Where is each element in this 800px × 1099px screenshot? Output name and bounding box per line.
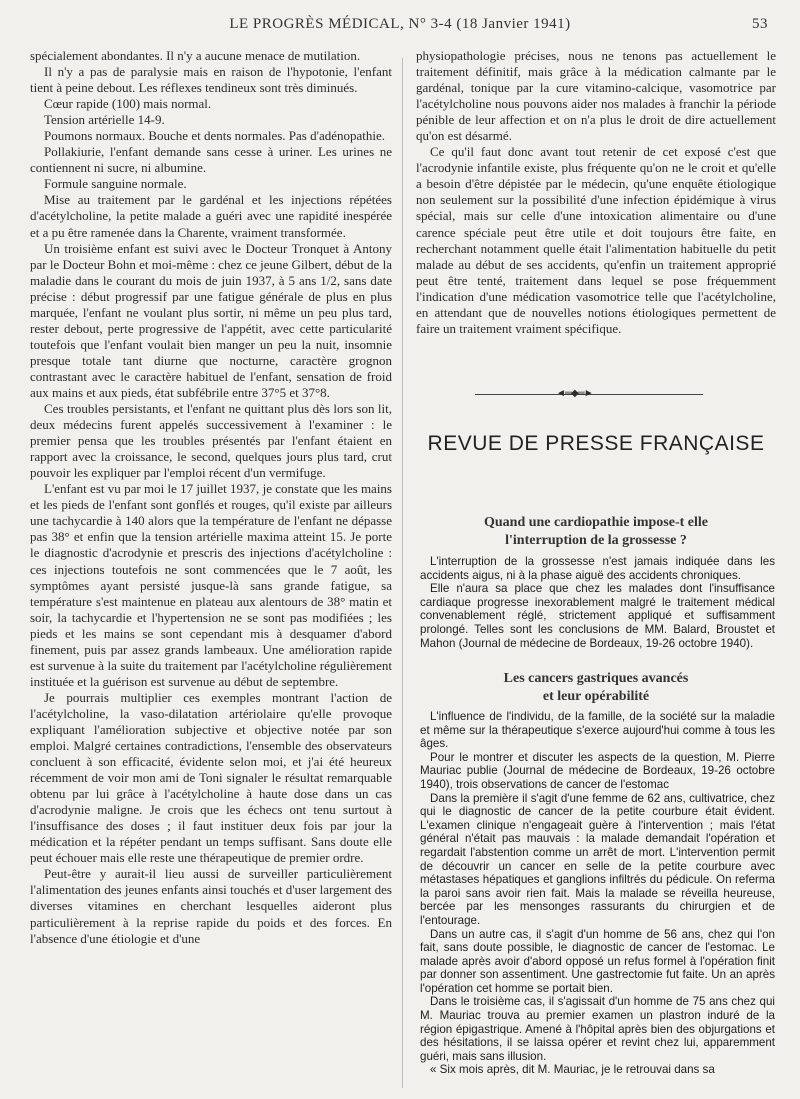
article1-title-line1: Quand une cardiopathie impose-t elle — [483, 515, 708, 530]
page-number: 53 — [752, 16, 768, 32]
left-column-paragraph: Tension artérielle 14-9. — [44, 112, 165, 128]
running-title: LE PROGRÈS MÉDICAL, N° 3-4 (18 Janvier 1941) — [229, 16, 571, 32]
article2-body — [420, 710, 775, 1077]
left-column-paragraph: Un troisième enfant est suivi avec le Docteur Tronquet à Antony par le Docteur Bohn et moi-même : chez ce jeune Gilbert, début de la maladie dans le courant du mois de juin 1937, à 5 ans 1/2, sans date précise : début progressif par une fatigue générale de plus en plus marquée, l'enfant ne voulant plus sortir, ni même un peu plus tard, rester debout, perte progressive de l'appétit, avec cette particularité toutefois que l'enfant voulait bien manger un peu la nuit, insomnie presque totale tant diurne que nocturne, caractère grognon contrastant avec le caractère habituel de l'enfant, sensation de froid aux mains et aux pieds, état subfébrile entre 37°5 et 37°8. — [30, 240, 392, 400]
article2-paragraph: L'influence de l'individu, de la famille, de la société sur la maladie et même sur la thérapeutique s'exerce aujourd'hui comme à tous les âges. — [420, 710, 775, 751]
article2-title — [416, 670, 776, 706]
right-column-paragraph: physiopathologie précises, nous ne tenons pas actuellement le traitement définitif, mais grâce à la médication calmante par le gardénal, tonique par la cure vitamino-calcique, vasomotrice par l'acétylcholine nous pouvons aider nos malades à franchir la période pénible de leur affection et on n'a plus le droit de dire actuellement qu'on est désarmé. — [416, 48, 776, 144]
column-divider — [402, 58, 403, 1088]
article2-paragraph: Pour le montrer et discuter les aspects de la question, M. Pierre Mauriac publie (Journal de médecine de Bordeaux, 19-26 octobre 1940), trois observations de cancer de l'estomac — [420, 750, 775, 791]
article2-paragraph: Dans la première il s'agit d'une femme de 62 ans, cultivatrice, chez qui le diagnostic de cancer de la petite courbure était évident. L'examen clinique n'engageait guère à l'intervention ; mais l'état général n'était pas mauvais : la malade demandait l'opération et regardait l'abstention comme un arrêt de mort. L'intervention permit de découvrir un cancer en selle de la petite courbure avec métastases hépatiques et ganglions infiltrés du pédicule. On referma la paroi sans avoir rien fait. Mais la malade se réveilla heureuse, bercée par les mensonges rassurants du chirurgien et de l'entourage. — [420, 791, 775, 927]
article2-paragraph: Dans un autre cas, il s'agit d'un homme de 56 ans, chez qui l'on fait, sans doute possible, le diagnostic de cancer de l'estomac. Le malade après avoir d'abord opposé un refus formel à l'opération finit par donner son assentiment. Une gastrectomie fut faite. Un an après l'opération cet homme se portait bien. — [420, 927, 775, 995]
left-column-paragraph: Ces troubles persistants, et l'enfant ne quittant plus dès lors son lit, deux médecins furent appelés successivement à l'examiner : le premier pensa que les troubles présentés par l'enfant étaient en rapport avec la croissance, le second, quelques jours plus tard, crut pouvoir les expliquer par l'emploi récent d'un vermifuge. — [30, 401, 392, 481]
page-header — [28, 16, 772, 40]
left-column-paragraph: Cœur rapide (100) mais normal. — [44, 96, 212, 112]
separator-ornament: ◄═◆═► — [556, 388, 593, 399]
left-column-paragraph: L'enfant est vu par moi le 17 juillet 1937, je constate que les mains et les pieds de l'enfant sont gonflés et rouges, qu'il existe par ailleurs une tachycardie à 140 alors que la température de l'enfant ne dépasse pas 38° et enfin que la tension artérielle maxima atteint 15. Je porte le diagnostic d'acrodynie et prescris des injections d'acétylcholine : ces injections toutefois ne sont commencées que le 7 août, les symptômes ayant persisté jusque-là sans grande fatigue, sa température s'est maintenue en plateau aux alentours de 38° matin et soir, la tachycardie et l'hypertension ne se sont pas modifiées ; les pieds et les mains se sont cependant mis à desquamer d'abord finement, puis par assez grands lambeaux. Une amélioration rapide est survenue à la suite du traitement par l'acétylcholine régulièrement instituée et la guérison est survenue au début de septembre. — [30, 481, 392, 689]
article2-title-line1: Les cancers gastriques avancés — [503, 671, 689, 686]
left-column-paragraph: spécialement abondantes. Il n'y a aucune menace de mutilation. — [30, 48, 361, 63]
right-column-top — [416, 48, 776, 337]
article2-paragraph: « Six mois après, dit M. Mauriac, je le retrouvai dans sa — [430, 1063, 715, 1077]
article1-paragraph: L'interruption de la grossesse n'est jamais indiquée dans les accidents aigus, ni à la phase aiguë des accidents chroniques. — [420, 555, 775, 582]
left-column — [30, 48, 392, 947]
left-column-paragraph: Poumons normaux. Bouche et dents normales. Pas d'adénopathie. — [44, 128, 386, 144]
article2-title-line2: et leur opérabilité — [542, 689, 650, 704]
article1-title-line2: l'interruption de la grossesse ? — [505, 533, 687, 548]
right-column-paragraph: Ce qu'il faut donc avant tout retenir de cet exposé c'est que l'acrodynie infantile existe, plus fréquente qu'on ne le croit et qu'elle a besoin d'être dépistée par le médecin, qu'une enquête étiologique non seulement sur la possibilité d'une infection épidémique à virus spécial, mais sur celle d'une intoxication alimentaire ou d'une carence spéciale peut être utile et doit toujours être faite, en recherchant notamment quelle était l'alimentation habituelle du petit malade au début de ses accidents, qu'enfin un traitement approprié peut être tenté, traitement dans lequel se pose fréquemment l'indication d'une médication vasomotrice telle que l'acétylcholine, en attendant que de nouvelles notions étiologiques permettent de faire un traitement vraiment spécifique. — [416, 144, 776, 336]
left-column-paragraph: Pollakiurie, l'enfant demande sans cesse à uriner. Les urines ne contiennent ni sucre, ni albumine. — [30, 144, 392, 176]
article1-paragraph: Elle n'aura sa place que chez les malades dont l'insuffisance cardiaque progresse inexorablement malgré le traitement médical convenablement réglé, strictement appliqué et suffisamment prolongé. Telles sont les conclusions de MM. Balard, Broustet et Mahon (Journal de médecine de Bordeaux, 19-26 octobre 1940). — [420, 582, 775, 650]
left-column-paragraph: Mise au traitement par le gardénal et les injections répétées d'acétylcholine, la petite malade a guéri avec une rapidité inespérée et a pu être ramenée dans la Charente, vraiment transformée. — [30, 192, 392, 240]
section-title: REVUE DE PRESSE FRANÇAISE — [427, 432, 765, 455]
left-column-paragraph: Il n'y a pas de paralysie mais en raison de l'hypotonie, l'enfant tient à peine debout. Les réflexes tendineux sont très diminués. — [30, 64, 392, 96]
left-column-paragraph: Je pourrais multiplier ces exemples montrant l'action de l'acétylcholine, la vaso-dilatation artériolaire qu'elle provoque expliquant l'amélioration subjective et objective notée par son emploi. Malgré certaines contradictions, l'ensemble des observateurs concluent à son efficacité, évidente selon moi, et j'ai été heureux récemment de voir mon ami de Toni signaler le résultat remarquable obtenu par lui grâce à l'acétylcholine à haute dose dans un cas d'acrodynie maligne. Je crois que les échecs ont tenu surtout à l'insuffisance des doses ; il faut instituer deux fois par jour la médication et la répéter pendant un temps suffisant. Sans doute elle peut échouer mais elle reste une thérapeutique de premier ordre. — [30, 689, 392, 866]
article1-body — [420, 555, 775, 650]
article2-paragraph: Dans le troisième cas, il s'agissait d'un homme de 75 ans chez qui M. Mauriac trouva au premier examen un plastron induré de la région épigastrique. Amené à l'hôpital après bien des objurgations et des hésitations, il se laissa opérer et revint chez lui, apparemment guéri, mais sans illusion. — [420, 995, 775, 1063]
left-column-paragraph: Peut-être y aurait-il lieu aussi de surveiller particulièrement l'alimentation des jeunes enfants ainsi touchés et d'user largement des diverses vitamines en cherchant lesquelles aideront plus particulièrement à la reprise rapide du poids et des forces. En l'absence d'une étiologie et d'une — [30, 866, 392, 946]
left-column-paragraph: Formule sanguine normale. — [44, 176, 187, 192]
article1-title — [416, 514, 776, 550]
